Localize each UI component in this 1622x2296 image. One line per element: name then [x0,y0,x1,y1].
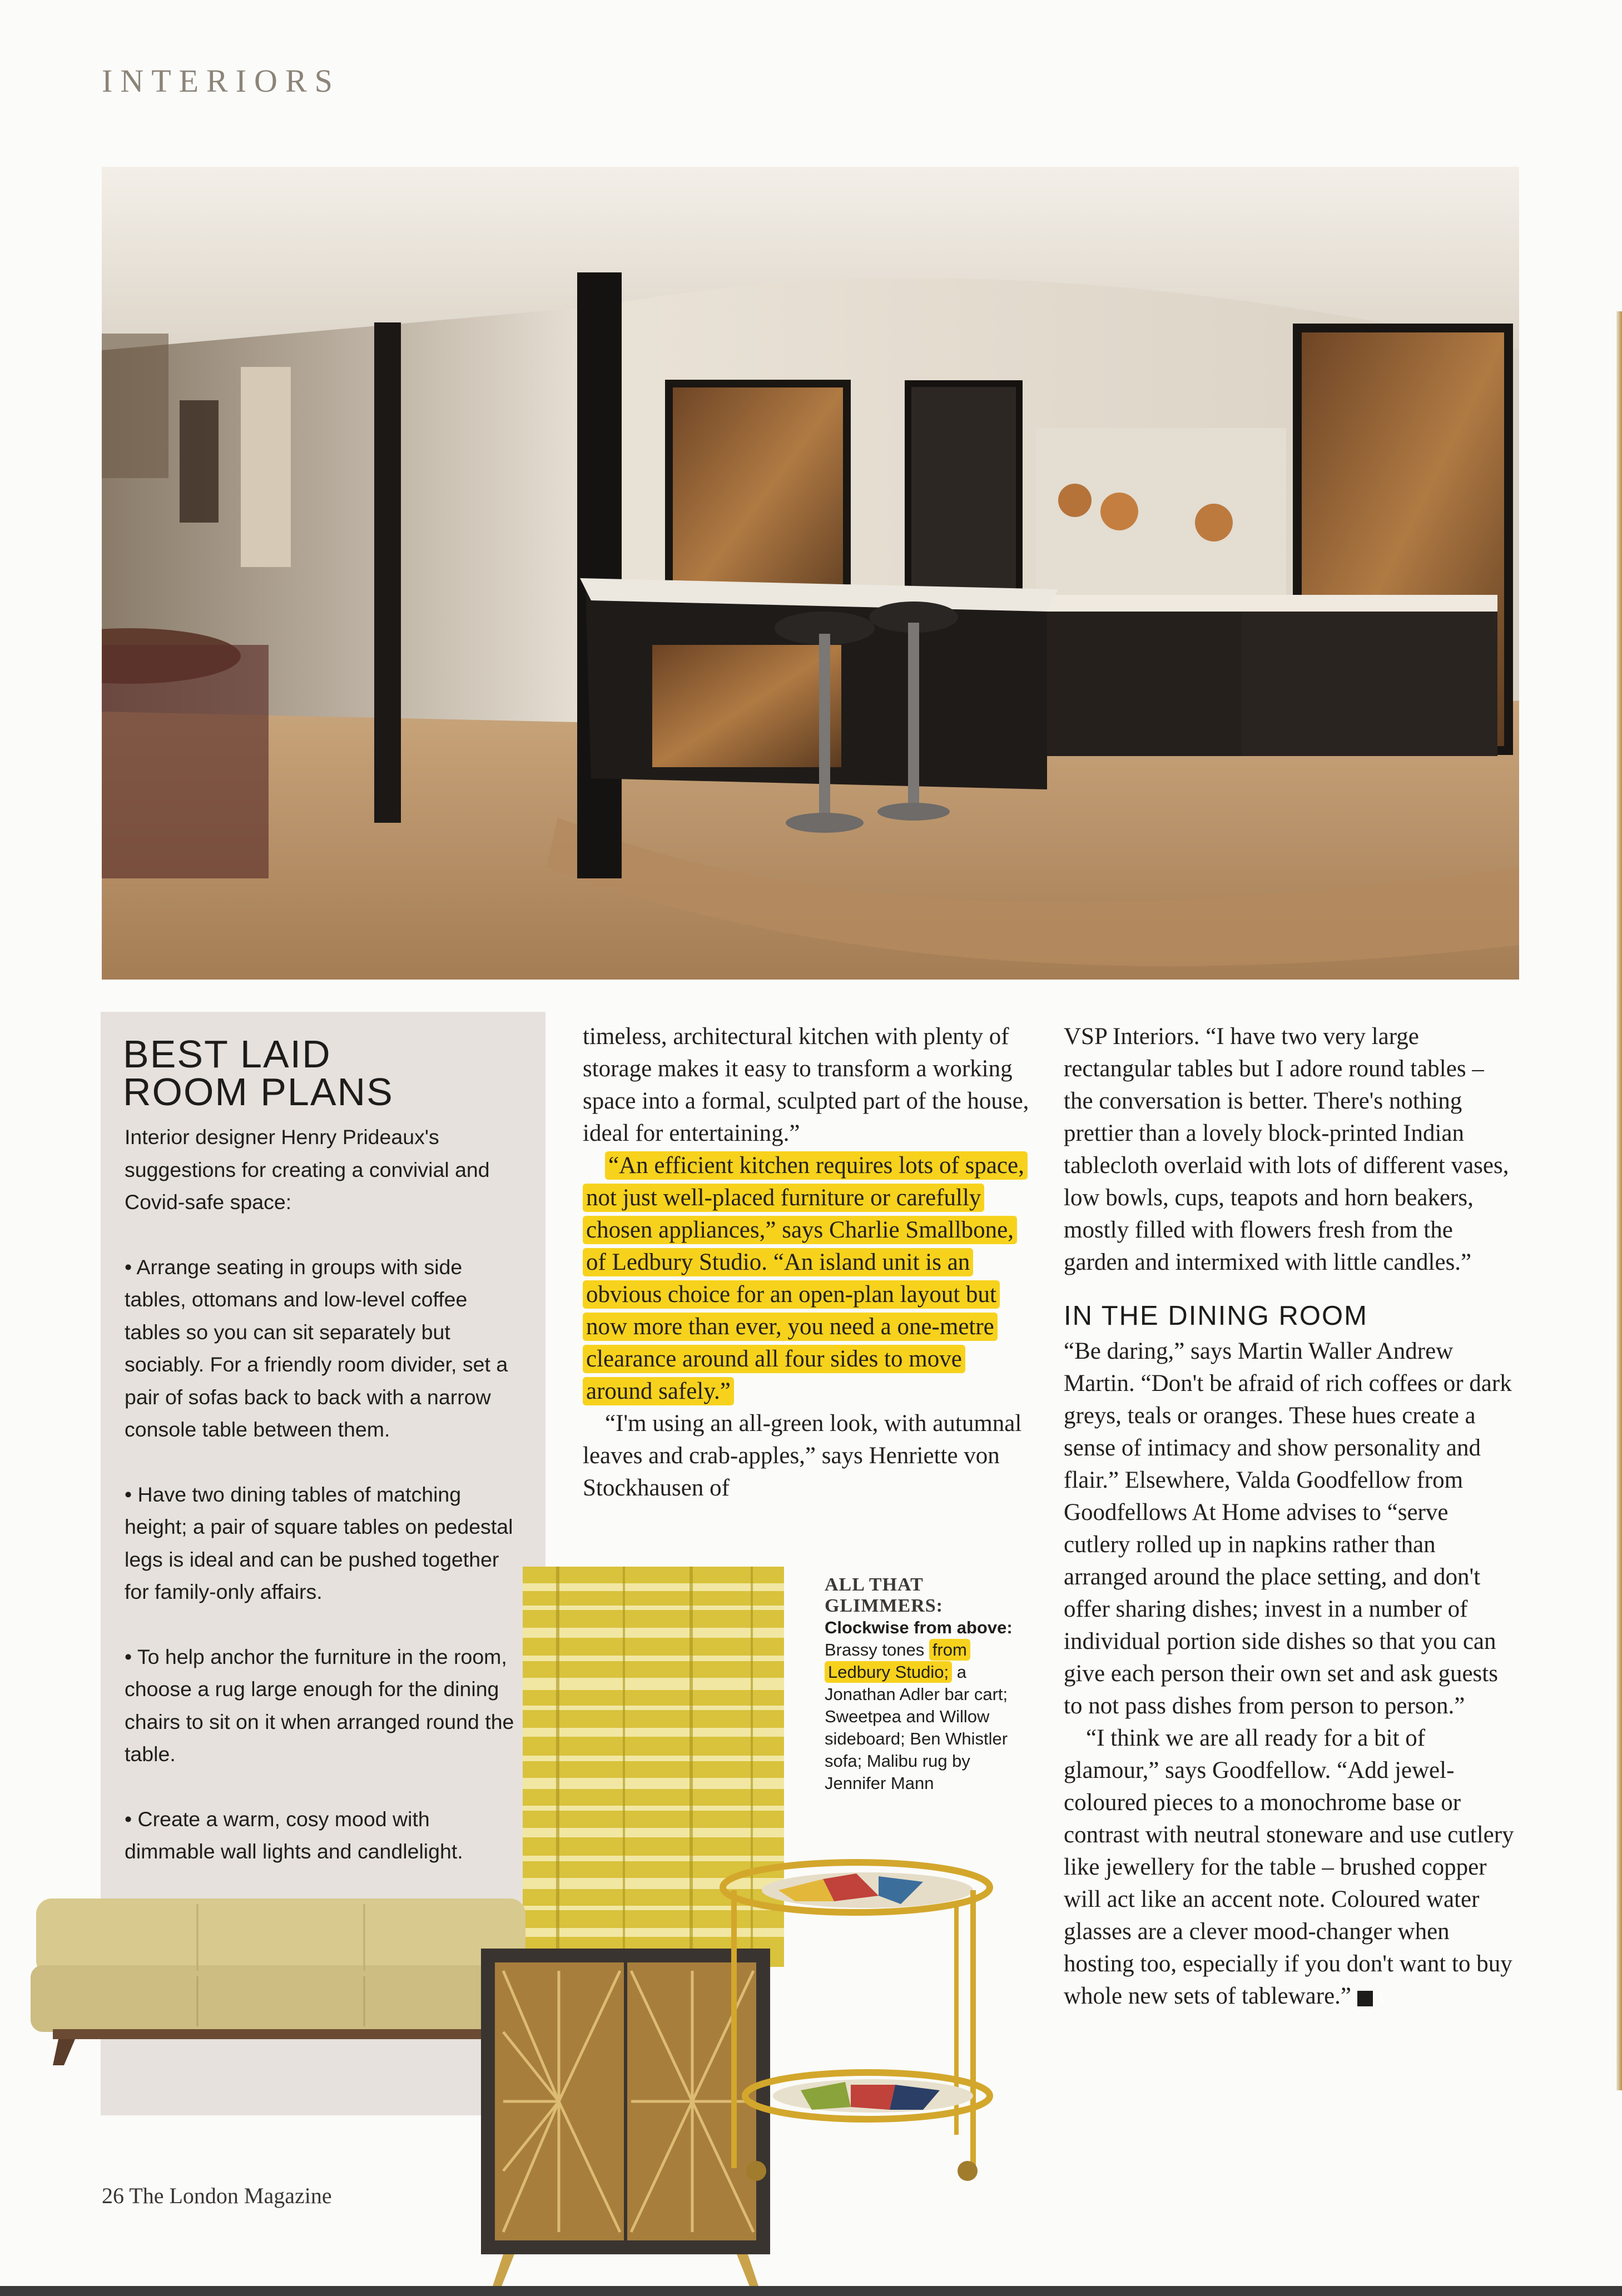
article-paragraph-final [1064,1722,1517,2012]
caption-body [825,1617,1030,1795]
sidebar-title [123,1032,534,1114]
article-paragraph: timeless, architectural kitchen with plenty of storage makes it easy to transform a working space into a formal, sculpted part of the house, ideal for entertaining.” [583,1023,1029,1146]
caption-highlight: from Ledbury Studio; [825,1639,970,1683]
sidebar-title-line2: ROOM PLANS [123,1070,394,1114]
article-paragraph: VSP Interiors. “I have two very large rectangular tables but I adore round tables – the conversation is better. There's nothing prettier than a lovely block-printed Indian tablecloth overlaid with lots of different vases, low bowls, cups, teapots and horn beakers, mostly filled with flowers fresh from the garden and intermixed with little candles.” [1064,1023,1509,1275]
caption-lead: Clockwise from above: [825,1618,1013,1637]
sidebar-tip: • To help anchor the furniture in the room, choose a rug large enough for the dining chairs to sit on it when arranged round the table. [125,1644,514,1766]
article-column-right [1064,1021,1517,2012]
photo-caption [825,1574,1030,1795]
page-folio: 26 The London Magazine [102,2183,332,2208]
caption-text: a Jonathan Adler bar cart; Sweetpea and Willow sideboard; Ben Whistler sofa; Malibu rug by Jennifer Mann [825,1662,1008,1793]
article-column-middle [583,1021,1033,1504]
dining-room-subhead: IN THE DINING ROOM [1064,1301,1368,1331]
ben-whistler-sofa-image [31,1893,531,2065]
highlighted-quote: “An efficient kitchen requires lots of space, not just well-placed furniture or carefully chosen appliances,” says Charlie Smallbone, of Ledbury Studio. “An island unit is an obvious choice for an open-plan layout but now more than ever, you need a one-metre clearance around all four sides to move around safely.” [583,1151,1028,1405]
bottom-rule [0,2286,1622,2296]
sidebar-tip: • Arrange seating in groups with side tables, ottomans and low-level coffee tables so you can sit separately but sociably. For a friendly room divider, set a pair of sofas back to back with a narrow console table between them. [125,1255,508,1441]
caption-text: Brassy tones [825,1640,925,1659]
article-paragraph-highlighted [583,1150,1033,1408]
sidebar-intro: Interior designer Henry Prideaux's suggestions for creating a convivial and Covid-safe space: [125,1125,490,1214]
article-paragraph: “I'm using an all-green look, with autumnal leaves and crab-apples,” says Henriette von Stockhausen of [583,1410,1022,1501]
sidebar-tip: • Have two dining tables of matching height; a pair of square tables on pedestal legs is ideal and can be pushed together for family-only affairs. [125,1482,513,1603]
kitchen-photo [102,167,1519,980]
end-mark-icon: L [1357,1991,1373,2006]
section-label: INTERIORS [102,63,340,99]
sidebar-title-line1: BEST LAID [123,1032,331,1076]
sidebar-tip: • Create a warm, cosy mood with dimmable wall lights and candlelight. [125,1807,463,1863]
article-paragraph: “Be daring,” says Martin Waller Andrew Martin. “Don't be afraid of rich coffees or dark greys, teals or oranges. These hues create a sense of intimacy and show personality and flair.” Elsewhere, Valda Goodfellow from Goodfellows At Home advises to “serve cutlery rolled up in napkins rather than arranged around the place setting, and don't offer sharing dishes; invest in a number of individual portion side dishes so that you can give each person their own set and ask guests to not pass dishes from person to person.” [1064,1338,1512,1719]
jonathan-adler-bar-cart-image [712,1857,1001,2190]
final-paragraph-text: “I think we are all ready for a bit of glamour,” says Goodfellow. “Add jewel-coloured pieces to a monochrome base or contrast with neutral stoneware and use cutlery like jewellery for the table – brushed copper will act like an accent note. Coloured water glasses are a clever mood-changer when hosting too, especially if you don't want to buy whole new sets of tableware.” [1064,1725,1514,2009]
page-edge-strip [1616,311,1622,2090]
sidebar-body [125,1121,525,1900]
caption-head: ALL THAT GLIMMERS: [825,1574,943,1616]
